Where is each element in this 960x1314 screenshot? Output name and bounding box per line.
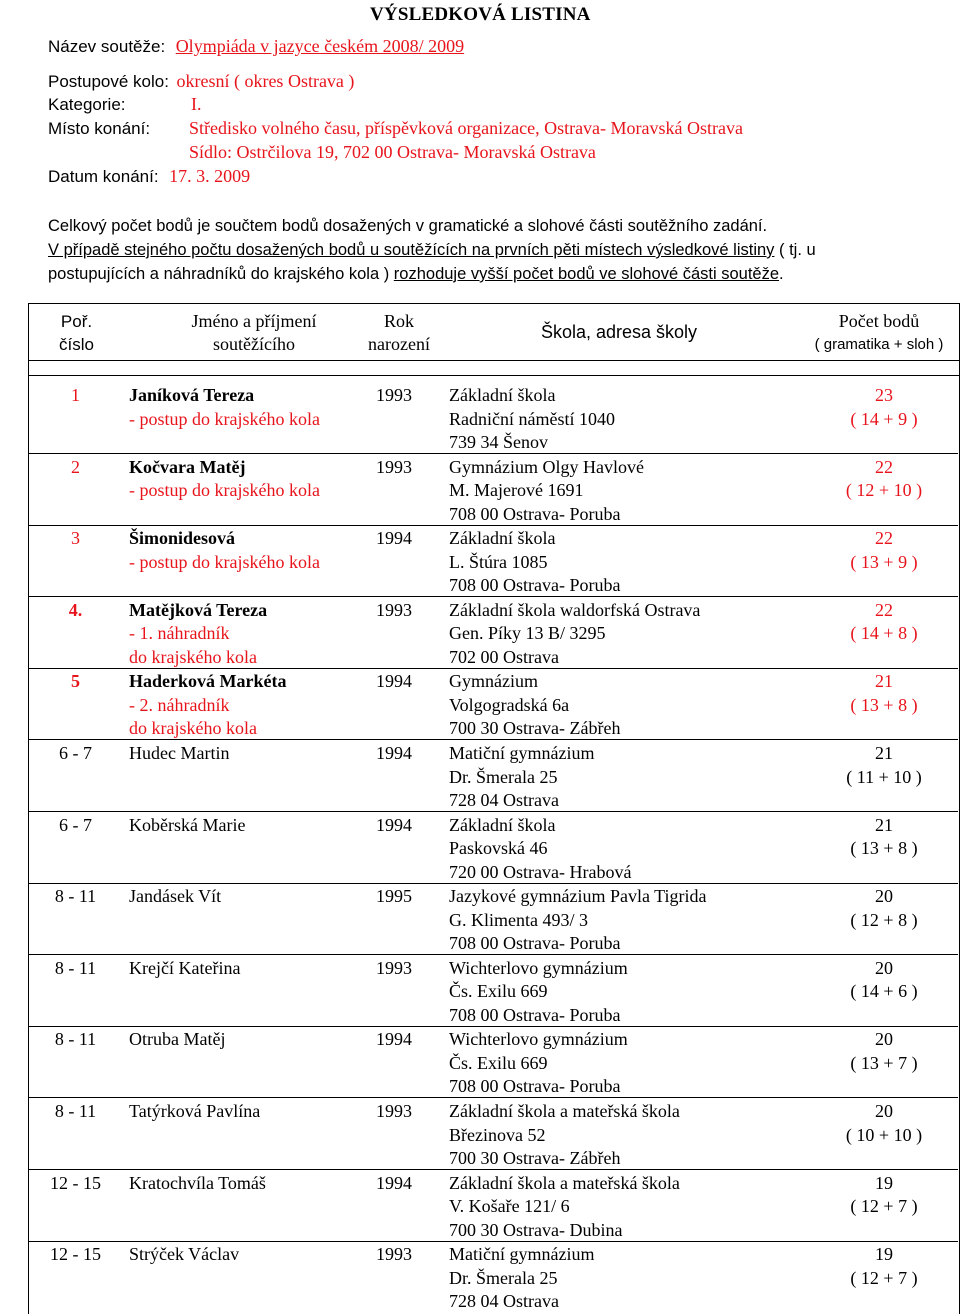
note-line-3-end: . xyxy=(779,265,784,283)
row-year: 1994 xyxy=(376,1029,412,1050)
row-name: Otruba Matěj xyxy=(129,1029,226,1050)
row-school-street: Čs. Exilu 669 xyxy=(449,981,548,1002)
row-school-cell xyxy=(449,527,809,598)
row-year: 1994 xyxy=(376,1172,412,1193)
round-value: okresní ( okres Ostrava ) xyxy=(176,71,355,91)
row-score-cell xyxy=(816,814,952,861)
row-name: Krejčí Kateřina xyxy=(129,957,241,978)
row-score-detail: ( 12 + 7 ) xyxy=(850,1267,918,1288)
row-school-street: Dr. Šmerala 25 xyxy=(449,1267,558,1288)
row-name: Šimonidesová xyxy=(129,528,236,549)
row-name: Kratochvíla Tomáš xyxy=(129,1172,266,1193)
row-rank: 8 - 11 xyxy=(54,1101,97,1121)
row-rank: 8 - 11 xyxy=(54,957,97,978)
header-name-2: soutěžícího xyxy=(213,334,295,354)
venue-line xyxy=(48,118,744,139)
row-school-city: 702 00 Ostrava xyxy=(449,646,559,667)
row-school-cell xyxy=(449,885,809,956)
row-year: 1994 xyxy=(376,743,412,763)
row-rank: 3 xyxy=(71,528,80,549)
row-school-street: M. Majerové 1691 xyxy=(449,480,584,501)
row-school-cell xyxy=(449,814,809,885)
row-name: Kočvara Matěj xyxy=(129,456,246,477)
row-school-name: Matiční gymnázium xyxy=(449,1244,595,1265)
row-school-cell xyxy=(449,1243,809,1314)
row-school-name: Základní škola waldorfská Ostrava xyxy=(449,599,701,620)
row-year: 1993 xyxy=(376,599,412,620)
row-note-2: do krajského kola xyxy=(129,718,257,739)
note-line-3 xyxy=(48,262,903,286)
row-school-street: L. Štúra 1085 xyxy=(449,551,548,572)
note-line-2 xyxy=(48,238,903,262)
row-name: Janíková Tereza xyxy=(129,385,255,405)
row-name: Tatýrková Pavlína xyxy=(129,1101,261,1121)
row-year: 1993 xyxy=(376,957,412,978)
header-year xyxy=(359,310,439,356)
date-value: 17. 3. 2009 xyxy=(169,166,251,186)
row-divider xyxy=(28,596,958,597)
row-year: 1995 xyxy=(376,886,412,907)
row-school-city: 739 34 Šenov xyxy=(449,432,548,452)
row-score: 22 xyxy=(875,599,893,620)
row-score-cell xyxy=(816,527,952,574)
header-year-1: Rok xyxy=(383,311,414,331)
row-note: - postup do krajského kola xyxy=(129,408,320,429)
row-score-cell xyxy=(816,670,952,717)
row-school-street: Paskovská 46 xyxy=(449,838,548,859)
row-rank: 12 - 15 xyxy=(50,1244,101,1265)
row-name: Hudec Martin xyxy=(129,743,230,763)
row-school-city: 700 30 Ostrava- Zábřeh xyxy=(449,718,621,739)
row-name-cell xyxy=(129,957,374,981)
row-divider xyxy=(28,883,958,884)
row-school-city: 708 00 Ostrava- Poruba xyxy=(449,575,621,596)
header-year-2: narození xyxy=(368,334,430,354)
page-title: VÝSLEDKOVÁ LISTINA xyxy=(370,4,591,25)
row-rank: 8 - 11 xyxy=(54,1029,97,1050)
row-name-cell xyxy=(129,1028,374,1052)
row-school-street: Čs. Exilu 669 xyxy=(449,1052,548,1073)
date-line xyxy=(48,166,250,187)
row-score-detail: ( 13 + 7 ) xyxy=(850,1052,918,1073)
row-year: 1993 xyxy=(376,1244,412,1265)
row-school-name: Základní škola xyxy=(449,814,556,835)
row-score-detail: ( 14 + 9 ) xyxy=(850,408,918,429)
category-value: I. xyxy=(191,94,202,114)
row-score: 21 xyxy=(875,743,893,763)
row-score: 23 xyxy=(875,385,893,405)
round-label: Postupové kolo: xyxy=(48,72,169,91)
header-score-1: Počet bodů xyxy=(838,311,920,331)
row-score-detail: ( 13 + 8 ) xyxy=(850,694,918,715)
venue-value-1: Středisko volného času, příspěvková organizace, Ostrava- Moravská Ostrava xyxy=(189,118,744,138)
row-note: - postup do krajského kola xyxy=(129,551,320,572)
row-name: Koběrská Marie xyxy=(129,814,246,835)
row-school-name: Jazykové gymnázium Pavla Tigrida xyxy=(449,886,707,907)
contest-label: Název soutěže: xyxy=(48,37,166,56)
row-school-street: Březinova 52 xyxy=(449,1124,546,1145)
row-school-name: Gymnázium Olgy Havlové xyxy=(449,456,644,477)
row-school-city: 708 00 Ostrava- Poruba xyxy=(449,933,621,954)
row-score: 20 xyxy=(875,957,893,978)
note-line-3-start: postupujících a náhradníků do krajského kola ) xyxy=(48,265,394,283)
row-name-cell xyxy=(129,599,374,670)
row-school-cell xyxy=(449,384,809,455)
row-school-street: G. Klimenta 493/ 3 xyxy=(449,909,588,930)
row-name: Haderková Markéta xyxy=(129,671,287,692)
row-rank: 8 - 11 xyxy=(54,886,97,907)
row-score-cell xyxy=(816,599,952,646)
row-year: 1994 xyxy=(376,671,412,692)
row-score: 20 xyxy=(875,1029,893,1050)
row-score: 21 xyxy=(875,671,893,692)
row-school-cell xyxy=(449,1028,809,1099)
row-name-cell xyxy=(129,1243,374,1267)
row-year: 1994 xyxy=(376,528,412,549)
header-school: Škola, adresa školy xyxy=(540,322,698,342)
row-school-cell xyxy=(449,1100,809,1171)
date-label: Datum konání: xyxy=(48,167,159,186)
row-school-city: 728 04 Ostrava xyxy=(449,790,559,810)
row-name: Matějková Tereza xyxy=(129,599,268,620)
row-school-city: 720 00 Ostrava- Hrabová xyxy=(449,861,632,882)
row-school-cell xyxy=(449,1172,809,1243)
header-score xyxy=(799,310,959,356)
row-school-cell xyxy=(449,742,809,813)
row-score-cell xyxy=(816,384,952,431)
contest-value: Olympiáda v jazyce českém 2008/ 2009 xyxy=(175,36,465,56)
row-score-detail: ( 12 + 7 ) xyxy=(850,1196,918,1217)
row-school-name: Základní škola a mateřská škola xyxy=(449,1101,680,1121)
row-score-cell xyxy=(816,1100,952,1147)
row-rank: 6 - 7 xyxy=(59,743,92,763)
row-divider xyxy=(28,668,958,669)
row-score-detail: ( 14 + 6 ) xyxy=(850,981,918,1002)
row-score: 19 xyxy=(875,1244,893,1265)
row-score-cell xyxy=(816,1028,952,1075)
row-name-cell xyxy=(129,1100,374,1124)
row-score: 20 xyxy=(875,886,893,907)
row-name-cell xyxy=(129,885,374,909)
row-score: 19 xyxy=(875,1172,893,1193)
row-name-cell xyxy=(129,527,374,574)
header-rank-2: číslo xyxy=(59,335,94,354)
row-score: 22 xyxy=(875,528,893,549)
category-line xyxy=(48,94,202,115)
row-school-street: V. Košaře 121/ 6 xyxy=(449,1196,570,1217)
row-score-cell xyxy=(816,1243,952,1290)
row-score-detail: ( 13 + 9 ) xyxy=(850,551,918,572)
contest-line xyxy=(48,36,464,57)
row-score: 20 xyxy=(875,1101,893,1121)
row-score-cell xyxy=(816,742,952,789)
row-name-cell xyxy=(129,1172,374,1196)
row-rank: 2 xyxy=(71,456,80,477)
row-school-city: 728 04 Ostrava xyxy=(449,1291,559,1312)
row-divider xyxy=(28,954,958,955)
row-divider xyxy=(28,525,958,526)
row-note: - postup do krajského kola xyxy=(129,480,320,501)
row-divider xyxy=(28,1169,958,1170)
row-name-cell xyxy=(129,670,374,741)
row-school-city: 700 30 Ostrava- Zábřeh xyxy=(449,1148,621,1168)
row-school-city: 708 00 Ostrava- Poruba xyxy=(449,503,621,524)
category-label: Kategorie: xyxy=(48,95,126,114)
row-year: 1993 xyxy=(376,456,412,477)
header-divider-2 xyxy=(29,375,959,376)
row-name: Strýček Václav xyxy=(129,1244,240,1265)
note-line-2-underlined: V případě stejného počtu dosažených bodů u soutěžících na prvních pěti místech výsledkové listiny xyxy=(48,241,775,259)
row-note: - 2. náhradník xyxy=(129,694,230,715)
venue-line-2 xyxy=(189,142,596,163)
note-line-3-underlined: rozhoduje vyšší počet bodů ve slohové části soutěže xyxy=(393,265,780,283)
row-score: 21 xyxy=(875,814,893,835)
row-rank: 4. xyxy=(68,599,83,620)
row-school-city: 708 00 Ostrava- Poruba xyxy=(449,1076,621,1097)
row-name-cell xyxy=(129,384,374,431)
row-score-detail: ( 14 + 8 ) xyxy=(850,623,918,644)
row-score: 22 xyxy=(875,456,893,477)
row-score-cell xyxy=(816,885,952,932)
row-divider xyxy=(28,1097,958,1098)
row-name-cell xyxy=(129,814,374,838)
row-school-street: Gen. Píky 13 B/ 3295 xyxy=(449,623,606,644)
row-school-name: Základní škola xyxy=(449,385,556,405)
row-school-street: Volgogradská 6a xyxy=(449,694,570,715)
row-school-name: Matiční gymnázium xyxy=(449,743,595,763)
row-note: - 1. náhradník xyxy=(129,623,230,644)
header-divider xyxy=(29,360,959,361)
note-line-1: Celkový počet bodů je součtem bodů dosažených v gramatické a slohové části soutěžního zadání. xyxy=(48,217,768,235)
row-score-cell xyxy=(816,456,952,503)
row-school-city: 708 00 Ostrava- Poruba xyxy=(449,1004,621,1025)
header-name xyxy=(129,310,379,356)
row-year: 1993 xyxy=(376,1101,412,1121)
row-year: 1993 xyxy=(376,385,412,405)
row-school-city: 700 30 Ostrava- Dubina xyxy=(449,1219,623,1240)
row-school-cell xyxy=(449,599,809,670)
row-school-street: Dr. Šmerala 25 xyxy=(449,766,558,787)
row-rank: 1 xyxy=(71,385,80,405)
row-divider xyxy=(28,1241,958,1242)
venue-label: Místo konání: xyxy=(48,119,151,138)
row-divider xyxy=(28,1026,958,1027)
row-score-cell xyxy=(816,1172,952,1219)
venue-value-2: Sídlo: Ostrčilova 19, 702 00 Ostrava- Moravská Ostrava xyxy=(189,142,596,162)
header-rank-1: Poř. xyxy=(60,312,93,331)
row-school-cell xyxy=(449,670,809,741)
row-name: Jandásek Vít xyxy=(129,886,222,907)
round-line xyxy=(48,71,354,92)
row-note-2: do krajského kola xyxy=(129,646,257,667)
row-divider xyxy=(28,453,958,454)
row-rank: 5 xyxy=(71,671,80,692)
row-school-name: Základní škola xyxy=(449,528,556,549)
row-divider xyxy=(28,811,958,812)
row-score-detail: ( 11 + 10 ) xyxy=(846,766,922,787)
row-school-name: Gymnázium xyxy=(449,671,538,692)
note-line-2-rest: ( tj. u xyxy=(774,241,816,259)
row-score-detail: ( 10 + 10 ) xyxy=(845,1124,923,1145)
table-header xyxy=(29,304,959,364)
row-score-cell xyxy=(816,957,952,1004)
header-rank xyxy=(29,310,124,356)
row-school-street: Radniční náměstí 1040 xyxy=(449,408,615,429)
row-school-name: Wichterlovo gymnázium xyxy=(449,957,628,978)
header-name-1: Jméno a příjmení xyxy=(191,311,317,331)
row-school-name: Základní škola a mateřská škola xyxy=(449,1172,680,1193)
row-score-detail: ( 13 + 8 ) xyxy=(850,838,918,859)
row-name-cell xyxy=(129,742,374,766)
row-name-cell xyxy=(129,456,374,503)
notes xyxy=(48,214,903,286)
row-score-detail: ( 12 + 10 ) xyxy=(845,480,923,501)
row-year: 1994 xyxy=(376,814,412,835)
header-score-2: ( gramatika + sloh ) xyxy=(814,336,944,353)
row-rank: 6 - 7 xyxy=(59,814,92,835)
row-rank: 12 - 15 xyxy=(50,1172,101,1193)
row-divider xyxy=(28,739,958,740)
row-score-detail: ( 12 + 8 ) xyxy=(850,909,918,930)
row-school-name: Wichterlovo gymnázium xyxy=(449,1029,628,1050)
row-school-cell xyxy=(449,957,809,1028)
row-school-cell xyxy=(449,456,809,527)
